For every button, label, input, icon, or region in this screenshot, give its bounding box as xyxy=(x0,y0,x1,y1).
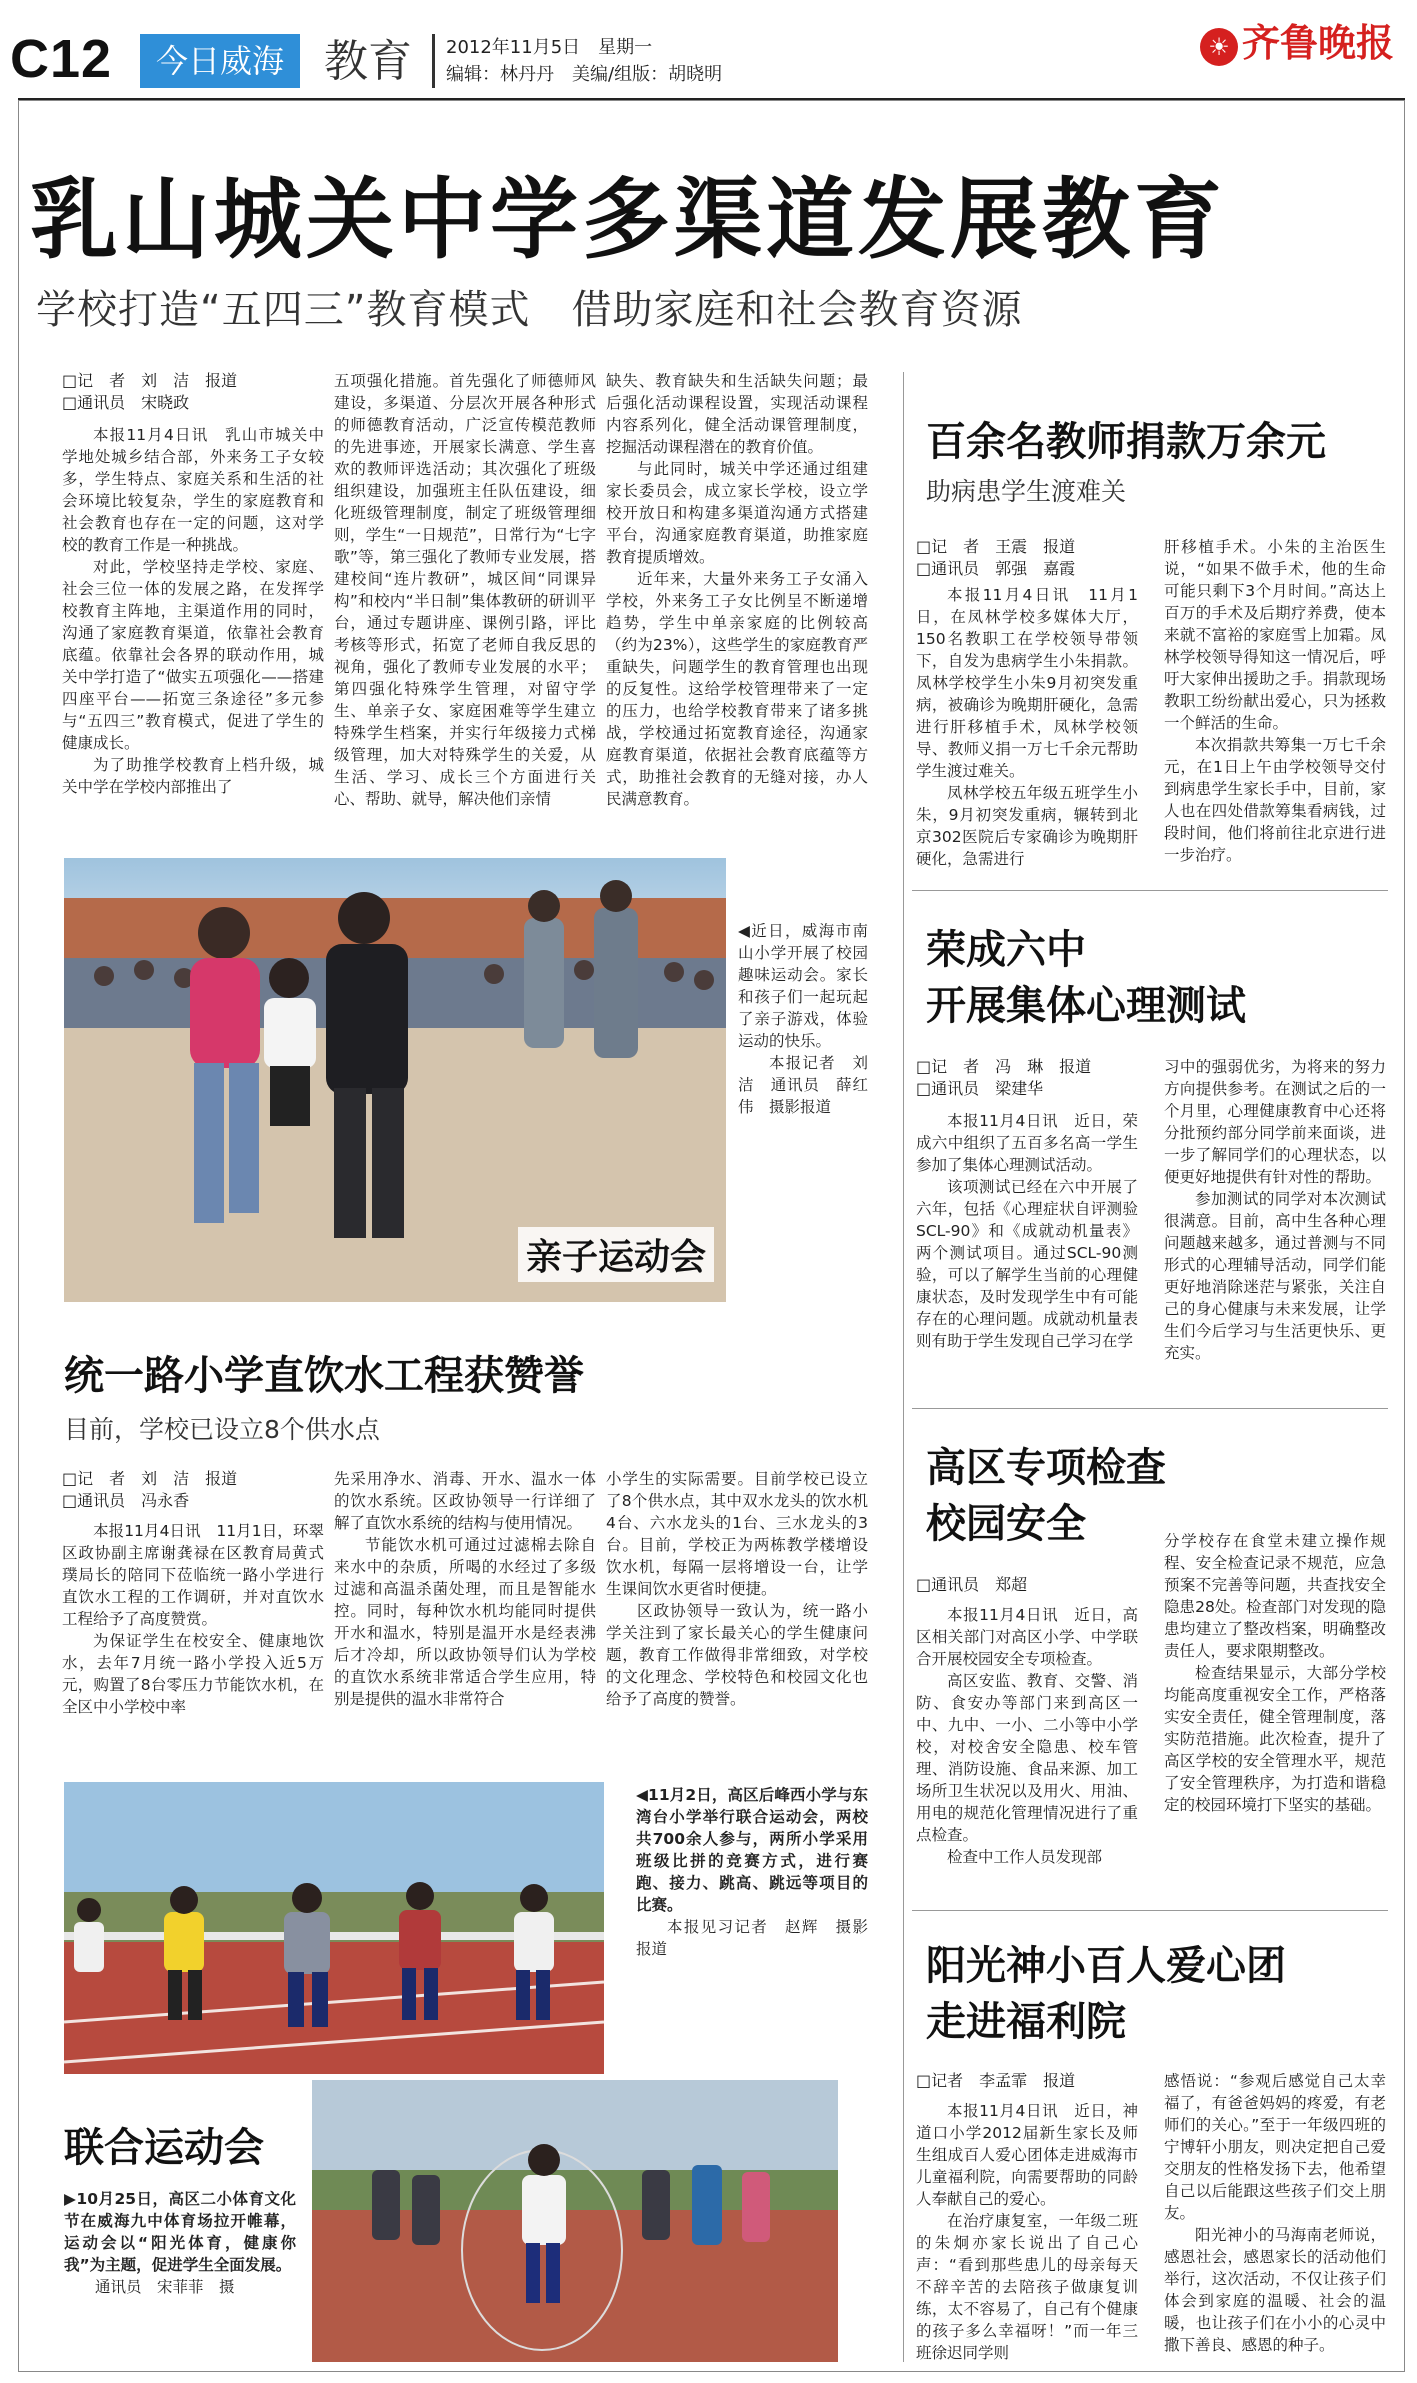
lead-paragraph: 为了助推学校教育上档升级，城关中学在学校内部推出了 xyxy=(62,756,324,796)
safety-paragraph: 检查结果显示，大部分学校均能高度重视安全工作，严格落实安全责任，健全管理制度，落实防范措施。此次检查，提升了高区学校的安全管理水平，规范了安全管理秩序，为打造和谐稳定的校园环境打下坚实的基础。 xyxy=(1164,1664,1386,1814)
photo2-credit: 本报见习记者 赵辉 摄影报道 xyxy=(636,1918,868,1958)
donate-byline-correspondent: □通讯员 郭强 嘉霞 xyxy=(916,559,1076,578)
photo-running-race-image xyxy=(64,1782,604,2074)
lead-paragraph: 缺失、教育缺失和生活缺失问题；最后强化活动课程设置，实现活动课程内容系列化，健全活动课管理制度，挖掘活动课程潜在的教育价值。 xyxy=(606,372,868,456)
safety-paragraph: 本报11月4日讯 近日，高区相关部门对高区小学、中学联合开展校园安全专项检查。 xyxy=(916,1606,1138,1668)
safety-headline xyxy=(926,1440,1166,1552)
donate-column-2 xyxy=(1164,536,1386,874)
photo-parent-child-label: 亲子运动会 xyxy=(518,1227,714,1282)
donate-paragraph: 肝移植手术。小朱的主治医生说，“如果不做手术，他的生命可能只剩下3个月时间。”高达上百万的手术及后期疗养费，使本来就不富裕的家庭雪上加霜。凤林学校领导得知这一情况后，呼吁大家伸出援助之手。捐款现场教职工纷纷献出爱心，只为拯救一个鲜活的生命。 xyxy=(1164,538,1386,732)
section-badge: 今日威海 xyxy=(140,34,300,88)
photo-running-race xyxy=(64,1782,604,2074)
lead-paragraph: 本报11月4日讯 乳山市城关中学地处城乡结合部，外来务工子女较多，学生特点、家庭关系和生活的社会环境比较复杂，学生的家庭教育和社会教育也存在一定的问题，这对学校的教育工作是一种挑战。 xyxy=(62,426,324,554)
donate-column-1 xyxy=(916,584,1138,874)
water-byline-correspondent: □通讯员 冯永香 xyxy=(62,1491,190,1510)
lead-paragraph: 五项强化措施。首先强化了师德师风建设，多渠道、分层次开展各种形式的师德教育活动，广泛宣传模范教师的先进事迹，开展家长满意、学生喜欢的教师评选活动；其次强化了班级组织建设，加强班主任队伍建设，细化班级管理制度，制定了班级管理细则，学生“一日规范”，日常行为“七字歌”等，第三强化了教师专业发展，搭建校间“连片教研”，城区间“同课异构”和校内“半日制”集体教研的研训平台，通过专题讲座、课例引路，评比考核等形式，拓宽了老师自我反思的视角，强化了教师专业发展的水平；第四强化特殊学生管理，对留守学生、单亲子女、家庭困难等学生建立特殊学生档案，并实行年级接力式梯级管理，加大对特殊学生的关爱，从生活、学习、成长三个方面进行关心、帮助、就导，解决他们亲情 xyxy=(334,372,596,808)
water-headline: 统一路小学直饮水工程获赞誉 xyxy=(64,1353,584,1399)
photo1-credit: 本报记者 刘洁 通讯员 薛红伟 摄影报道 xyxy=(738,1054,868,1116)
page-number: C12 xyxy=(10,29,113,89)
water-subheadline: 目前，学校已设立8个供水点 xyxy=(64,1415,380,1444)
header-meta xyxy=(446,34,722,88)
sunshine-headline-line2: 走进福利院 xyxy=(926,1999,1126,2045)
water-paragraph: 区政协领导一致认为，统一路小学关注到了家长最关心的学生健康问题，教育工作做得非常细致，对学校的文化理念、学校特色和校园文化也给予了高度的赞誉。 xyxy=(606,1602,868,1708)
sunshine-column-2 xyxy=(1164,2070,1386,2362)
photo2-caption xyxy=(636,1784,868,1974)
donate-paragraph: 本报11月4日讯 11月1日，在凤林学校多媒体大厅，150名教职工在学校领导带领下，自发为患病学生小朱捐款。凤林学校学生小朱9月初突发重病，被确诊为晚期肝硬化，急需进行肝移植手术，凤林学校领导、教师义捐一万七千余元帮助学生渡过难关。 xyxy=(916,586,1138,780)
donate-subheadline: 助病患学生渡难关 xyxy=(926,477,1127,506)
water-paragraph: 本报11月4日讯 11月1日，环翠区政协副主席谢龚禄在区教育局黄式璞局长的陪同下莅临统一路小学进行直饮水工程的工作调研，并对直饮水工程给予了高度赞赏。 xyxy=(62,1522,324,1628)
section-rule xyxy=(912,1408,1388,1409)
newspaper-logo xyxy=(1200,12,1394,67)
sunshine-byline: □记者 李孟霏 报道 xyxy=(916,2071,1076,2090)
psych-column-1 xyxy=(916,1110,1138,1390)
sunshine-paragraph: 感悟说：“参观后感觉自己太幸福了，有爸爸妈妈的疼爱，有老师们的关心。”至于一年级四班的宁博轩小朋友，则决定把自己爱交朋友的性格发扬下去，他希望自己以后能跟这些孩子们交上朋友。 xyxy=(1164,2072,1386,2222)
header-divider xyxy=(432,34,435,88)
lead-headline: 乳山城关中学多渠道发展教育 xyxy=(30,168,1227,271)
photo-parent-child-games xyxy=(64,858,726,1302)
sunshine-paragraph: 阳光神小的马海南老师说，感恩社会，感恩家长的活动他们举行，这次活动，不仅让孩子们体会到家庭的温暖、社会的温暖，也让孩子们在小小的心灵中撒下善良、感恩的种子。 xyxy=(1164,2226,1386,2354)
sunshine-paragraph: 在治疗康复室，一年级二班的朱炯亦家长说出了自己心声：“看到那些患儿的母亲每天不辞辛苦的去陪孩子做康复训练，太不容易了，自己有个健康的孩子多么幸福呀！”而一年三班徐迟同学则 xyxy=(916,2212,1138,2362)
psych-paragraph: 习中的强弱优劣，为将来的努力方向提供参考。在测试之后的一个月里，心理健康教育中心还将分批预约部分同学前来面谈，进一步了解同学们的心理状态，以便更好地提供有针对性的帮助。 xyxy=(1164,1058,1386,1186)
sunshine-paragraph: 本报11月4日讯 近日，神道口小学2012届新生家长及师生组成百人爱心团体走进威海市儿童福利院，向需要帮助的同龄人奉献自己的爱心。 xyxy=(916,2102,1138,2208)
photo-jump-rope-image xyxy=(312,2080,838,2362)
water-paragraph: 为保证学生在校安全、健康地饮水，去年7月统一路小学投入近5万元，购置了8台零压力节能饮水机，在全区中小学校中率 xyxy=(62,1632,324,1716)
lead-byline xyxy=(62,370,322,414)
photo1-caption-text: ◀近日，威海市南山小学开展了校园趣味运动会。家长和孩子们一起玩起了亲子游戏，体验运动的快乐。 xyxy=(738,922,868,1050)
psych-headline-line1: 荣成六中 xyxy=(926,927,1086,973)
donate-byline-reporter: □记 者 王震 报道 xyxy=(916,537,1076,556)
joint-sports-credit: 通讯员 宋菲菲 摄 xyxy=(95,2278,235,2296)
section-rule xyxy=(912,1910,1388,1911)
column-name: 教育 xyxy=(324,36,412,87)
safety-byline: □通讯员 郑超 xyxy=(916,1575,1028,1594)
lead-byline-correspondent: □通讯员 宋晓政 xyxy=(62,393,190,412)
water-column-3 xyxy=(606,1468,868,1740)
psych-byline xyxy=(916,1056,1136,1100)
water-paragraph: 先采用净水、消毒、开水、温水一体的饮水系统。区政协领导一行详细了解了直饮水系统的结构与使用情况。 xyxy=(334,1470,596,1532)
water-byline xyxy=(62,1468,322,1512)
joint-sports-headline: 联合运动会 xyxy=(64,2125,264,2171)
lead-byline-reporter: □记 者 刘 洁 报道 xyxy=(62,371,238,390)
safety-paragraph: 分学校存在食堂未建立操作规程、安全检查记录不规范，应急预案不完善等问题，共查找安全隐患28处。检查部门对发现的隐患均建立了整改档案，明确整改责任人，要求限期整改。 xyxy=(1164,1532,1386,1660)
psych-paragraph: 本报11月4日讯 近日，荣成六中组织了五百多名高一学生参加了集体心理测试活动。 xyxy=(916,1112,1138,1174)
issue-date: 2012年11月5日 星期一 xyxy=(446,37,653,58)
water-column-2 xyxy=(334,1468,596,1740)
water-paragraph: 节能饮水机可通过过滤棉去除自来水中的杂质，所喝的水经过了多级过滤和高温杀菌处理，而且是智能水控。同时，每种饮水机均能同时提供开水和温水，特别是温开水是经表沸后才冷却，所以政协领导们认为学校的直饮水系统非常适合学生应用，特别是提供的温水非常符合 xyxy=(334,1536,596,1708)
water-paragraph: 小学生的实际需要。目前学校已设立了8个供水点，其中双水龙头的饮水机4台、六水龙头的1台、三水龙头的3台。目前，学校正为两栋教学楼增设饮水机，每隔一层将增设一台，让学生课间饮水更省时便捷。 xyxy=(606,1470,868,1598)
lead-column-1 xyxy=(62,424,324,834)
photo-jump-rope xyxy=(312,2080,838,2362)
photo1-caption xyxy=(738,920,868,1230)
safety-paragraph: 高区安监、教育、交警、消防、食安办等部门来到高区一中、九中、一小、二小等中小学校，对校舍安全隐患、校车管理、消防设施、食品来源、加工场所卫生状况以及用火、用油、用电的规范化管理情况进行了重点检查。 xyxy=(916,1672,1138,1844)
safety-column-2 xyxy=(1164,1530,1386,1894)
donate-paragraph: 本次捐款共筹集一万七千余元，在1日上午由学校领导交付到病患学生家长手中，目前，家人也在四处借款筹集看病钱，过段时间，他们将前往北京进行进一步治疗。 xyxy=(1164,736,1386,864)
psych-column-2 xyxy=(1164,1056,1386,1390)
column-divider xyxy=(903,372,904,2362)
lead-column-2 xyxy=(334,370,596,834)
joint-sports-caption-text: ▶10月25日，高区二小体育文化节在威海九中体育场拉开帷幕，运动会以“阳光体育，健康你我”为主题，促进学生全面发展。 xyxy=(64,2190,296,2274)
donate-byline xyxy=(916,536,1136,580)
water-column-1 xyxy=(62,1520,324,1740)
psych-headline-line2: 开展集体心理测试 xyxy=(926,983,1246,1029)
sunshine-headline-line1: 阳光神小百人爱心团 xyxy=(926,1943,1286,1989)
section-rule xyxy=(912,890,1388,891)
sunshine-column-1 xyxy=(916,2100,1138,2362)
lead-paragraph: 近年来，大量外来务工子女涌入学校，外来务工子女比例呈不断递增趋势，学生中单亲家庭的比例较高（约为23%），这些学生的家庭教育严重缺失，问题学生的教育管理也出现的反复性。这给学校管理带来了一定的压力，也给学校教育带来了诸多挑战，学校通过拓宽教育途径，沟通家庭教育渠道，依据社会教育底蕴等方式，助推社会教育的无缝对接，办人民满意教育。 xyxy=(606,570,868,808)
safety-headline-line1: 高区专项检查 xyxy=(926,1445,1166,1491)
safety-column-1 xyxy=(916,1604,1138,1894)
safety-headline-line2: 校园安全 xyxy=(926,1501,1086,1547)
psych-paragraph: 该项测试已经在六中开展了六年，包括《心理症状自评测验SCL-90》和《成就动机量表》两个测试项目。通过SCL-90测验，可以了解学生当前的心理健康状态，及时发现学生中有可能存在的心理问题。成就动机量表则有助于学生发现自己学习在学 xyxy=(916,1178,1138,1350)
psych-headline xyxy=(926,922,1246,1034)
donate-paragraph: 凤林学校五年级五班学生小朱，9月初突发重病，辗转到北京302医院后专家确诊为晚期肝硬化，急需进行 xyxy=(916,784,1138,868)
photo2-caption-text: ◀11月2日，高区后峰西小学与东湾台小学举行联合运动会，两校共700余人参与，两所小学采用班级比拼的竞赛方式，进行赛跑、接力、跳高、跳远等项目的比赛。 xyxy=(636,1786,868,1914)
psych-byline-correspondent: □通讯员 梁建华 xyxy=(916,1079,1044,1098)
lead-column-3 xyxy=(606,370,868,834)
logo-text: 齐鲁晚报 xyxy=(1242,20,1395,65)
donate-headline: 百余名教师捐款万余元 xyxy=(926,419,1326,465)
water-byline-reporter: □记 者 刘 洁 报道 xyxy=(62,1469,238,1488)
editors-line: 编辑：林丹丹 美编/组版：胡晓明 xyxy=(446,64,723,85)
psych-paragraph: 参加测试的同学对本次测试很满意。目前，高中生各种心理问题越来越多，通过普测与不同形式的心理辅导活动，同学们能更好地消除迷茫与紧张，关注自己的身心健康与未来发展，让学生们今后学习与生活更快乐、更充实。 xyxy=(1164,1190,1386,1362)
sunshine-headline xyxy=(926,1938,1286,2050)
sun-logo-icon: ☀ xyxy=(1200,28,1238,66)
safety-paragraph: 检查中工作人员发现部 xyxy=(947,1848,1103,1866)
psych-byline-reporter: □记 者 冯 琳 报道 xyxy=(916,1057,1092,1076)
lead-paragraph: 对此，学校坚持走学校、家庭、社会三位一体的发展之路，在发挥学校教育主阵地，主渠道作用的同时，沟通了家庭教育渠道，依靠社会教育底蕴。依靠社会各界的联动作用，城关中学打造了“做实五项强化——搭建四座平台——拓宽三条途径”多元参与“五四三”教育模式，促进了学生的健康成长。 xyxy=(62,558,324,752)
lead-paragraph: 与此同时，城关中学还通过组建家长委员会，成立家长学校，设立学校开放日和构建多渠道沟通方式搭建平台，沟通家庭教育渠道，助推家庭教育提质增效。 xyxy=(606,460,868,566)
lead-subheadline: 学校打造“五四三”教育模式 借助家庭和社会教育资源 xyxy=(36,287,1023,333)
joint-sports-caption xyxy=(64,2188,296,2298)
